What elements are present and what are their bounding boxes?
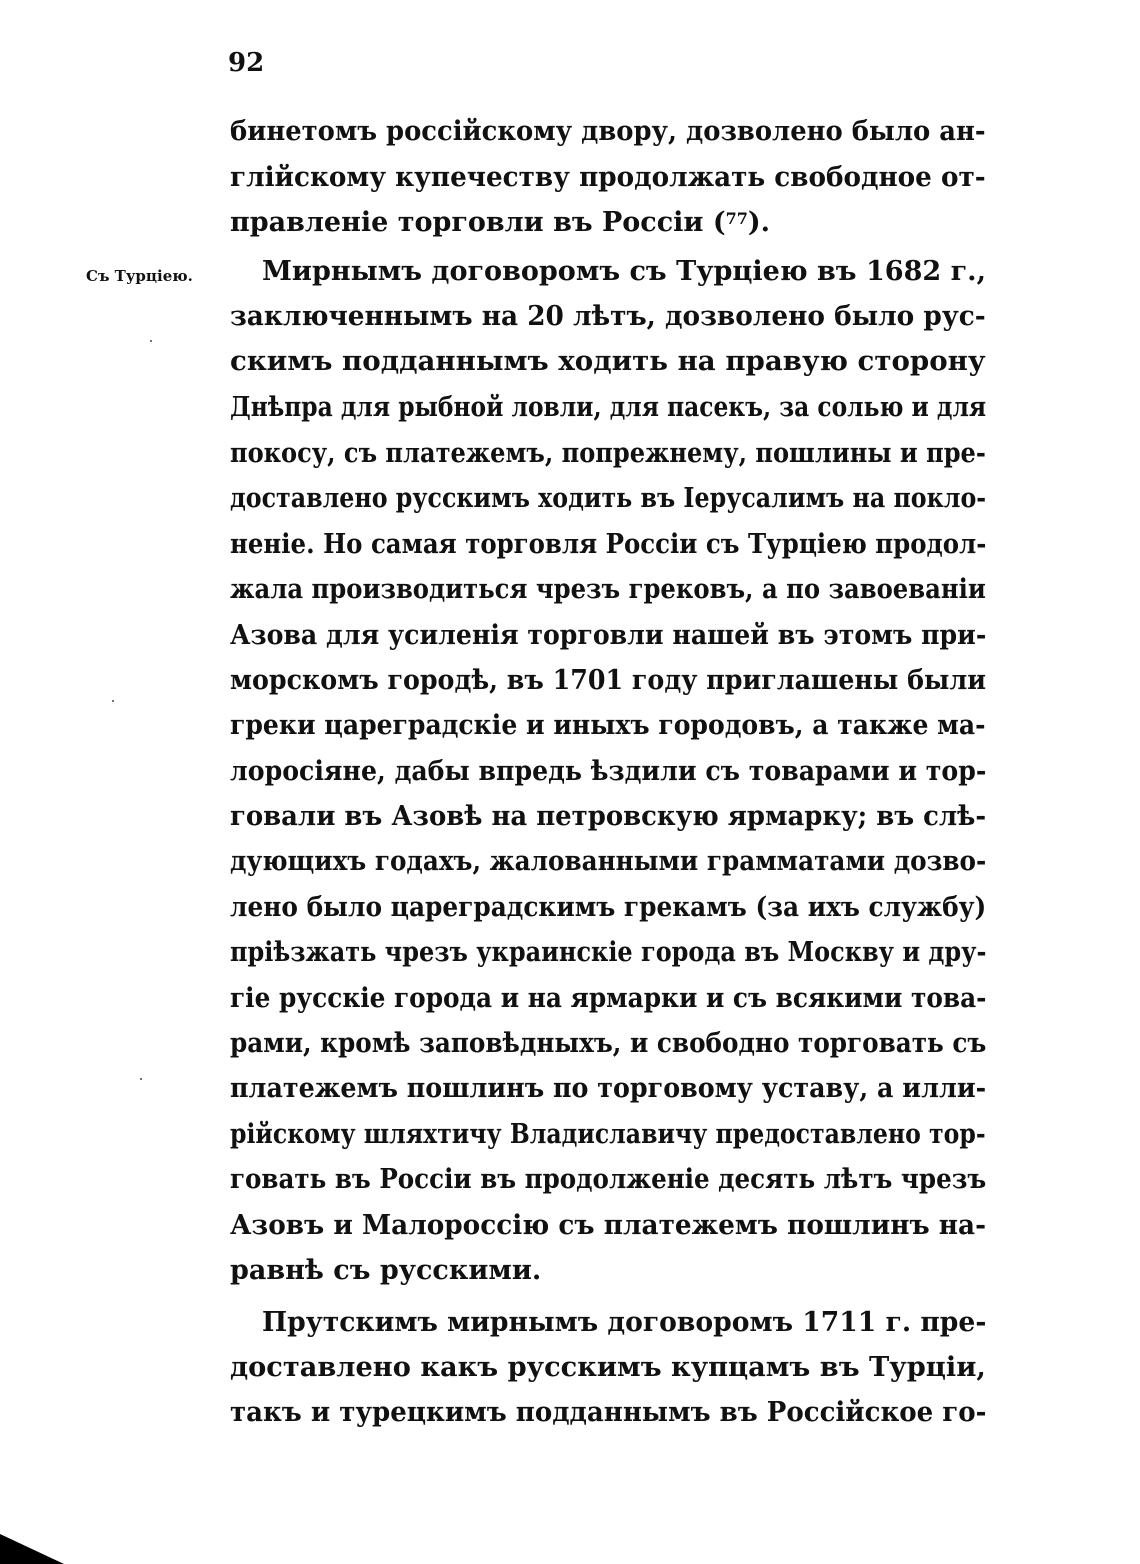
scan-speck (140, 1078, 142, 1080)
text-line: доставлено какъ русскимъ купцамъ въ Турціи, (230, 1352, 986, 1383)
text-line: морскомъ городѣ, въ 1701 году приглашены были (230, 665, 987, 696)
text-line: платежемъ пошлинъ по торговому уставу, а илли- (230, 1073, 987, 1104)
text-line: Азова для усиленія торговли нашей въ этомъ при- (230, 620, 987, 651)
text-line: неніе. Но самая торговля Россіи съ Турціею продол- (230, 529, 987, 560)
text-line: Мирнымъ договоромъ съ Турціею въ 1682 г., (262, 256, 987, 287)
text-line: пріѣзжать чрезъ украинскіе города въ Москву и дру- (230, 937, 987, 968)
scan-speck (150, 340, 152, 342)
scan-speck (112, 700, 114, 702)
footnote-close: ). (747, 207, 771, 238)
text-line: дующихъ годахъ, жалованными грамматами дозво- (230, 846, 987, 877)
footnote-open: ( (703, 207, 726, 238)
text-line: лоросіяне, дабы впредь ѣздили съ товарами и тор- (230, 756, 987, 787)
text-line: говать въ Россіи въ продолженіе десять лѣтъ чрезъ (230, 1164, 987, 1195)
margin-note: Съ Турціею. (86, 267, 193, 285)
text-line: заключеннымъ на 20 лѣтъ, дозволено было рус- (230, 301, 986, 332)
footnote-reference: 77 (725, 209, 748, 228)
text-line: греки цареградскіе и иныхъ городовъ, а также ма- (230, 710, 986, 741)
text-line: рійскому шляхтичу Владиславичу предоставлено тор- (230, 1119, 986, 1150)
text-line: такъ и турецкимъ подданнымъ въ Россійское го- (230, 1397, 987, 1428)
text-line: покосу, съ платежемъ, попрежнему, пошлины и пре- (230, 438, 986, 469)
page-corner-shadow (0, 1534, 64, 1564)
text-line: рами, кромѣ заповѣдныхъ, и свободно торговать съ (230, 1028, 987, 1059)
text-line: Прутскимъ мирнымъ договоромъ 1711 г. пре- (262, 1307, 987, 1338)
text-line: говали въ Азовѣ на петровскую ярмарку; въ слѣ- (230, 801, 987, 832)
text-line-main: правленіе торговли въ Россіи (230, 207, 704, 238)
text-line (230, 207, 770, 239)
text-line: лено было цареградскимъ грекамъ (за ихъ службу) (230, 892, 987, 923)
text-line: равнѣ съ русскими. (230, 1255, 542, 1286)
text-line: бинетомъ россійскому двору, дозволено было ан- (230, 116, 986, 147)
text-line: доставлено русскимъ ходить въ Іерусалимъ на покло- (230, 483, 987, 514)
text-line: жала производиться чрезъ грековъ, а по завоеваніи (230, 574, 986, 605)
page-number: 92 (228, 48, 265, 78)
text-line: гіе русскіе города и на ярмарки и съ всякими това- (230, 983, 987, 1014)
text-line: Днѣпра для рыбной ловли, для пасекъ, за солью и для (230, 392, 987, 423)
text-line: Азовъ и Малороссію съ платежемъ пошлинъ на- (230, 1210, 987, 1241)
text-line: скимъ подданнымъ ходить на правую сторону (230, 346, 986, 377)
text-line: глійскому купечеству продолжать свободное от- (230, 162, 986, 193)
